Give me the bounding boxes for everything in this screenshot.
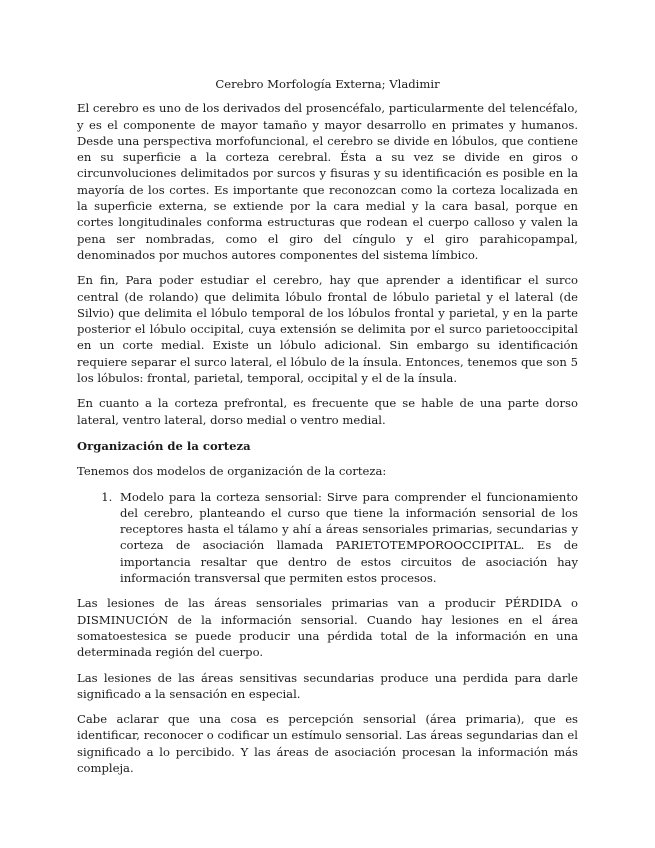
list-item: 1. Modelo para la corteza sensorial: Sirve para comprender el funcionamiento del cerebro, planteando el curso que tiene la información sensorial de los receptores hasta el tálamo y ahí a áreas sensoriales primarias, secundarias y corteza de asociación llamada PARIETOTEMPOROOCCIPITAL. Es de importancia resaltar que dentro de estos circuitos de asociación hay información transversal que permiten estos procesos. — [116, 489, 578, 587]
paragraph-lesiones-secundarias: Las lesiones de las áreas sensitivas secundarias produce una perdida para darle significado a la sensación en especial. — [77, 670, 578, 701]
document-page — [77, 76, 578, 785]
section-intro: Tenemos dos modelos de organización de la corteza: — [77, 464, 387, 479]
document-title: Cerebro Morfología Externa; Vladimir — [215, 77, 440, 91]
paragraph-lobulos: En fin, Para poder estudiar el cerebro, hay que aprender a identificar el surco central (de rolando) que delimita lóbulo frontal de lóbulo parietal y el lateral (de Silvio) que delimita el lóbulo temporal de los lóbulos frontal y parietal, y en la parte posterior el lóbulo occipital, cuya extensión se delimita por el surco parietooccipital en un corte medial. Existe un lóbulo adicional. Sin embargo su identificación requiere separar el surco lateral, el lóbulo de la ínsula. Entonces, tenemos que son 5 los lóbulos: frontal, parietal, temporal, occipital y el de la ínsula. — [77, 273, 578, 386]
paragraph-cerebro-intro: El cerebro es uno de los derivados del prosencéfalo, particularmente del telencéfalo, y es el componente de mayor tamaño y mayor desarrollo en primates y humanos. Desde una perspectiva morfofuncional, el cerebro se divide en lóbulos, que contiene en su superficie a la corteza cerebral. Ésta a su vez se divide en giros o circunvoluciones delimitados por surcos y fisuras y su identificación es posible en la mayoría de los cortes. Es importante que reconozcan como la corteza localizada en la superficie externa, se extiende por la cara medial y la cara basal, porque en cortes longitudinales conforma estructuras que rodean el cuerpo calloso y valen la pena ser nombradas, como el giro del cíngulo y el giro parahicopampal, denominados por muchos autores componentes del sistema límbico. — [77, 101, 578, 262]
section-heading: Organización de la corteza — [77, 438, 251, 453]
paragraph-lesiones-primarias: Las lesiones de las áreas sensoriales primarias van a producir PÉRDIDA o DISMINUCIÓN de la información sensorial. Cuando hay lesiones en el área somatoestesica se puede producir una pérdida total de la información en una determinada región del cuerpo. — [77, 596, 578, 660]
paragraph-percepcion: Cabe aclarar que una cosa es percepción sensorial (área primaria), que es identificar, reconocer o codificar un estímulo sensorial. Las áreas segundarias dan el significado a lo percibido. Y las áreas de asociación procesan la información más compleja. — [77, 712, 578, 775]
numbered-list — [77, 489, 578, 587]
paragraph-corteza-prefrontal: En cuanto a la corteza prefrontal, es frecuente que se hable de una parte dorso lateral, ventro lateral, dorso medial o ventro medial. — [77, 396, 578, 427]
